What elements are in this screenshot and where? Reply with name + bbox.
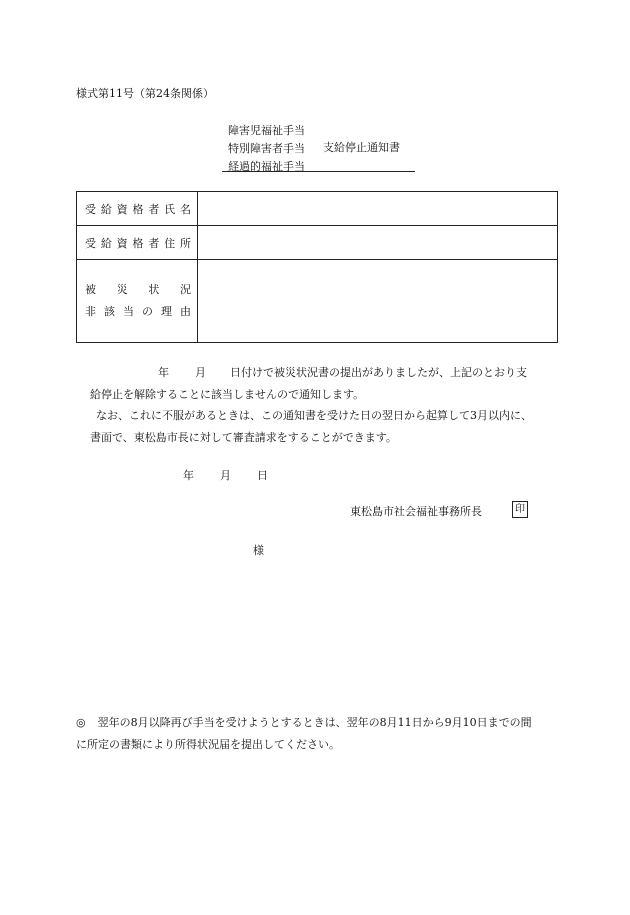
p1-line2: 給停止を解除することに該当しませんので通知します。 bbox=[90, 388, 365, 401]
seal-stamp: 印 bbox=[512, 501, 528, 518]
disaster-reason-label: 被 災 状 況 非 該 当 の 理 由 bbox=[77, 260, 198, 343]
p1-line1: 日付けで被災状況書の提出がありましたが、上記のとおり支 bbox=[230, 366, 527, 379]
footnote-line1: 翌年の8月以降再び手当を受けようとするときは、翌年の8月11日から9月10日までの間 bbox=[97, 716, 532, 729]
form-number: 様式第11号（第24条関係） bbox=[76, 87, 214, 100]
footnote-mark: ◎ bbox=[76, 716, 86, 729]
p2-line2: 書面で、東松島市長に対して審査請求をすることができます。 bbox=[90, 431, 397, 444]
disaster-reason-field[interactable] bbox=[198, 260, 558, 343]
allowance-type: 経過的福祉手当 bbox=[228, 160, 305, 173]
recipient-address-field[interactable] bbox=[198, 226, 558, 260]
table-row bbox=[77, 226, 558, 260]
date-year: 年 bbox=[183, 469, 194, 482]
recipient-info-table bbox=[76, 191, 558, 343]
date-day: 日 bbox=[257, 469, 268, 482]
recipient-suffix: 様 bbox=[253, 544, 264, 557]
table-row bbox=[77, 260, 558, 343]
p2-line1: なお、これに不服があるときは、この通知書を受けた日の翌日から起算して3月以内に、 bbox=[96, 409, 532, 422]
office-name: 東松島市社会福祉事務所長 bbox=[350, 505, 482, 518]
p1-month: 月 bbox=[195, 366, 206, 379]
p1-year: 年 bbox=[158, 366, 169, 379]
table-row bbox=[77, 192, 558, 226]
body-paragraph-1 bbox=[76, 362, 558, 406]
recipient-address-label: 受 給 資 格 者 住 所 bbox=[77, 226, 198, 260]
allowance-type: 特別障害者手当 bbox=[228, 142, 305, 155]
title-underline bbox=[222, 171, 415, 172]
allowance-types bbox=[228, 122, 305, 176]
notice-title: 支給停止通知書 bbox=[323, 141, 400, 154]
footnote-line2: に所定の書類により所得状況届を提出してください。 bbox=[76, 738, 340, 751]
footnote bbox=[76, 712, 558, 756]
body-paragraph-2 bbox=[76, 405, 558, 449]
allowance-type: 障害児福祉手当 bbox=[228, 124, 305, 137]
recipient-name-field[interactable] bbox=[198, 192, 558, 226]
date-month: 月 bbox=[220, 469, 231, 482]
recipient-name-label: 受 給 資 格 者 氏 名 bbox=[77, 192, 198, 226]
issue-date bbox=[183, 467, 268, 483]
